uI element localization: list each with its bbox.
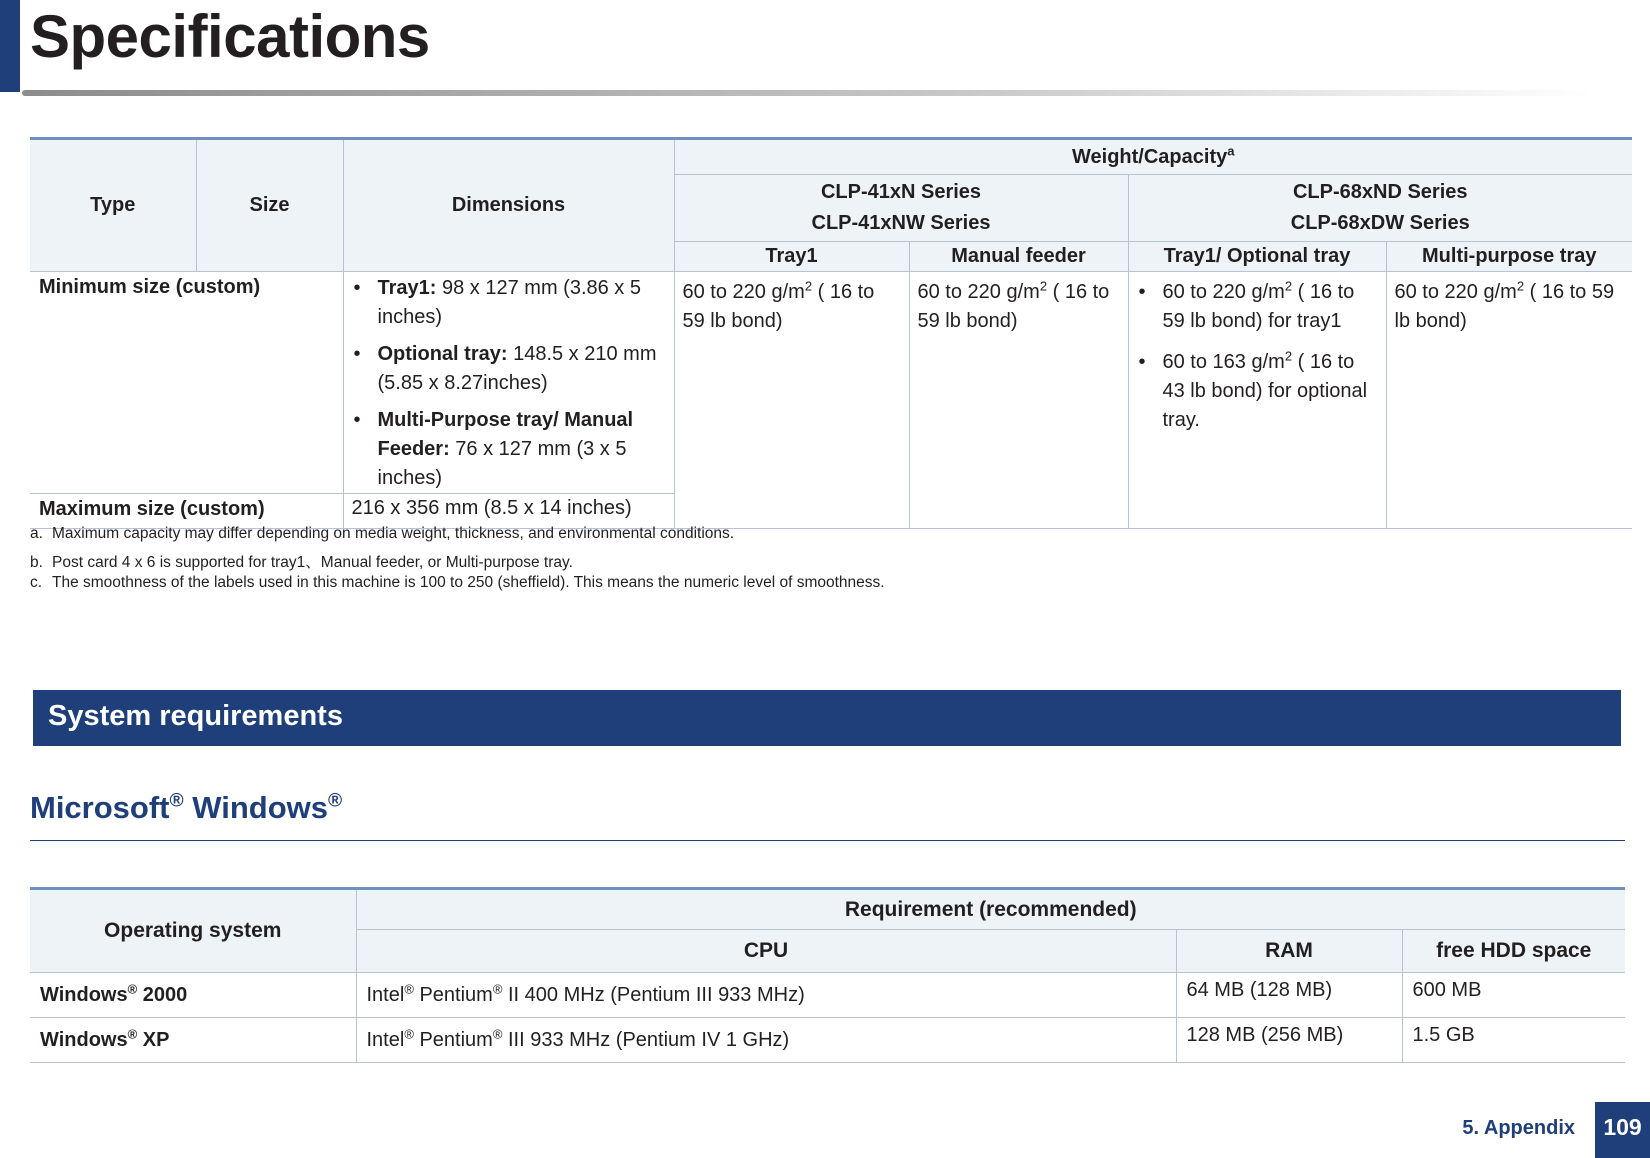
header-requirement: Requirement (recommended) bbox=[356, 889, 1625, 930]
title-accent-bar bbox=[0, 0, 20, 92]
footer-section-label: 5. Appendix bbox=[1462, 1117, 1575, 1139]
header-tray1-optional: Tray1/ Optional tray bbox=[1128, 242, 1386, 272]
header-ram: RAM bbox=[1176, 930, 1402, 973]
header-operating-system: Operating system bbox=[30, 889, 356, 973]
weight-optional-tray-item: • 60 to 163 $g/m^2$ ( 16 to 43 lb bond) for optional tray. bbox=[1137, 348, 1378, 435]
subsection-title: Microsoft® Windows® bbox=[30, 790, 343, 825]
weight-manual-feeder: 60 to 220 $g/m^2$ ( 16 to 59 lb bond) bbox=[909, 272, 1128, 529]
row-min-dimensions bbox=[343, 272, 674, 494]
header-cpu: CPU bbox=[356, 930, 1176, 973]
header-clp68-series: CLP-68xND Series CLP-68xDW Series bbox=[1128, 175, 1632, 242]
section-title: System requirements bbox=[48, 700, 343, 732]
dim-optional-tray: • Optional tray: 148.5 x 210 mm (5.85 x 8.27inches) bbox=[352, 340, 666, 398]
hdd-value: 600 MB bbox=[1402, 973, 1625, 1018]
header-hdd: free HDD space bbox=[1402, 930, 1625, 973]
title-underline bbox=[22, 90, 1592, 96]
section-header-bar bbox=[33, 690, 1621, 746]
row-min-size-label: Minimum size (custom) bbox=[30, 272, 343, 494]
header-dimensions: Dimensions bbox=[343, 139, 674, 272]
footnote-a: a. Maximum capacity may differ depending on media weight, thickness, and environmental conditions. bbox=[30, 525, 735, 542]
row-max-size-label: Maximum size (custom) bbox=[30, 494, 343, 529]
header-clp41-series: CLP-41xN Series CLP-41xNW Series bbox=[674, 175, 1128, 242]
cpu-value: Intel® Pentium® III 933 MHz (Pentium IV 1 GHz) bbox=[356, 1018, 1176, 1063]
footnote-c: c. The smoothness of the labels used in this machine is 100 to 250 (sheffield). This means the numeric level of smoothness. bbox=[30, 574, 885, 591]
page-title: Specifications bbox=[30, 3, 430, 70]
cpu-value: Intel® Pentium® II 400 MHz (Pentium III 933 MHz) bbox=[356, 973, 1176, 1018]
weight-tray1-optional bbox=[1128, 272, 1386, 529]
subsection-divider bbox=[30, 840, 1625, 841]
page-number: 109 bbox=[1595, 1102, 1650, 1158]
table-row bbox=[30, 1018, 1625, 1063]
footnote-b: b. Post card 4 x 6 is supported for tray1、Manual feeder, or Multi-purpose tray. bbox=[30, 554, 573, 571]
header-multipurpose-tray: Multi-purpose tray bbox=[1386, 242, 1632, 272]
header-weight-capacity: Weight/Capacity$^a$ bbox=[674, 139, 1632, 175]
hdd-value: 1.5 GB bbox=[1402, 1018, 1625, 1063]
dim-tray1: • Tray1: 98 x 127 mm (3.86 x 5 inches) bbox=[352, 274, 666, 332]
table-row bbox=[30, 973, 1625, 1018]
dim-multipurpose-manual: • Multi-Purpose tray/ Manual Feeder: 76 x 127 mm (3 x 5 inches) bbox=[352, 406, 666, 493]
header-type: Type bbox=[30, 139, 196, 272]
weight-multipurpose-tray: 60 to 220 $g/m^2$ ( 16 to 59 lb bond) bbox=[1386, 272, 1632, 529]
weight-tray1: 60 to 220 $g/m^2$ ( 16 to 59 lb bond) bbox=[674, 272, 909, 529]
os-name: Windows® 2000 bbox=[30, 973, 356, 1018]
header-manual-feeder: Manual feeder bbox=[909, 242, 1128, 272]
header-size: Size bbox=[196, 139, 343, 272]
os-name: Windows® XP bbox=[30, 1018, 356, 1063]
paper-spec-table bbox=[30, 137, 1632, 529]
system-requirements-table bbox=[30, 887, 1625, 1063]
header-tray1: Tray1 bbox=[674, 242, 909, 272]
weight-tray1-item: • 60 to 220 $g/m^2$ ( 16 to 59 lb bond) for tray1 bbox=[1137, 278, 1378, 336]
ram-value: 128 MB (256 MB) bbox=[1176, 1018, 1402, 1063]
row-max-dimensions: 216 x 356 mm (8.5 x 14 inches) bbox=[343, 494, 674, 529]
footnote-ref-a: a bbox=[1227, 142, 1235, 158]
ram-value: 64 MB (128 MB) bbox=[1176, 973, 1402, 1018]
